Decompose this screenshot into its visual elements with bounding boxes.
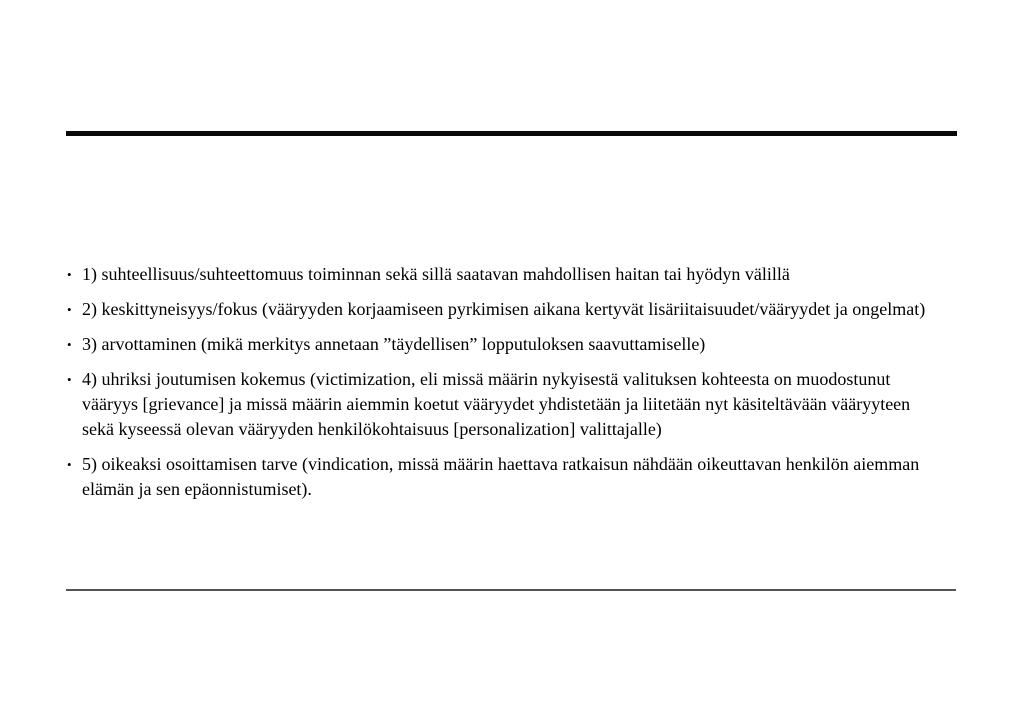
list-item bbox=[67, 262, 942, 287]
list-item bbox=[67, 332, 942, 357]
bottom-rule bbox=[66, 589, 956, 591]
bullet-text: 3) arvottaminen (mikä merkitys annetaan ”täydellisen” lopputuloksen saavuttamiselle) bbox=[82, 334, 706, 354]
list-item bbox=[67, 297, 942, 322]
bullet-icon: • bbox=[67, 457, 72, 472]
bullet-icon: • bbox=[67, 302, 72, 317]
bullet-list bbox=[67, 262, 942, 512]
bullet-text: 4) uhriksi joutumisen kokemus (victimization, eli missä määrin nykyisestä valituksen kohteesta on muodostunut vääryys [grievance] ja missä määrin aiemmin koetut vääryydet yhdistetään ja liitetään nyt käsiteltävään vääryyteen sekä kyseessä olevan vääryyden henkilökohtaisuus [personalization] valittajalle) bbox=[82, 369, 911, 439]
bullet-icon: • bbox=[67, 337, 72, 352]
bullet-text: 5) oikeaksi osoittamisen tarve (vindication, missä määrin haettava ratkaisun nähdään oikeuttavan henkilön aiemman elämän ja sen epäonnistumiset). bbox=[82, 454, 920, 499]
list-item bbox=[67, 367, 942, 442]
bullet-icon: • bbox=[67, 267, 72, 282]
bullet-icon: • bbox=[67, 372, 72, 387]
list-item bbox=[67, 452, 942, 502]
bullet-text: 1) suhteellisuus/suhteettomuus toiminnan sekä sillä saatavan mahdollisen haitan tai hyödyn välillä bbox=[82, 264, 790, 284]
top-rule bbox=[66, 131, 957, 136]
bullet-text: 2) keskittyneisyys/fokus (vääryyden korjaamiseen pyrkimisen aikana kertyvät lisäriitaisuudet/vääryydet ja ongelmat) bbox=[82, 299, 926, 319]
